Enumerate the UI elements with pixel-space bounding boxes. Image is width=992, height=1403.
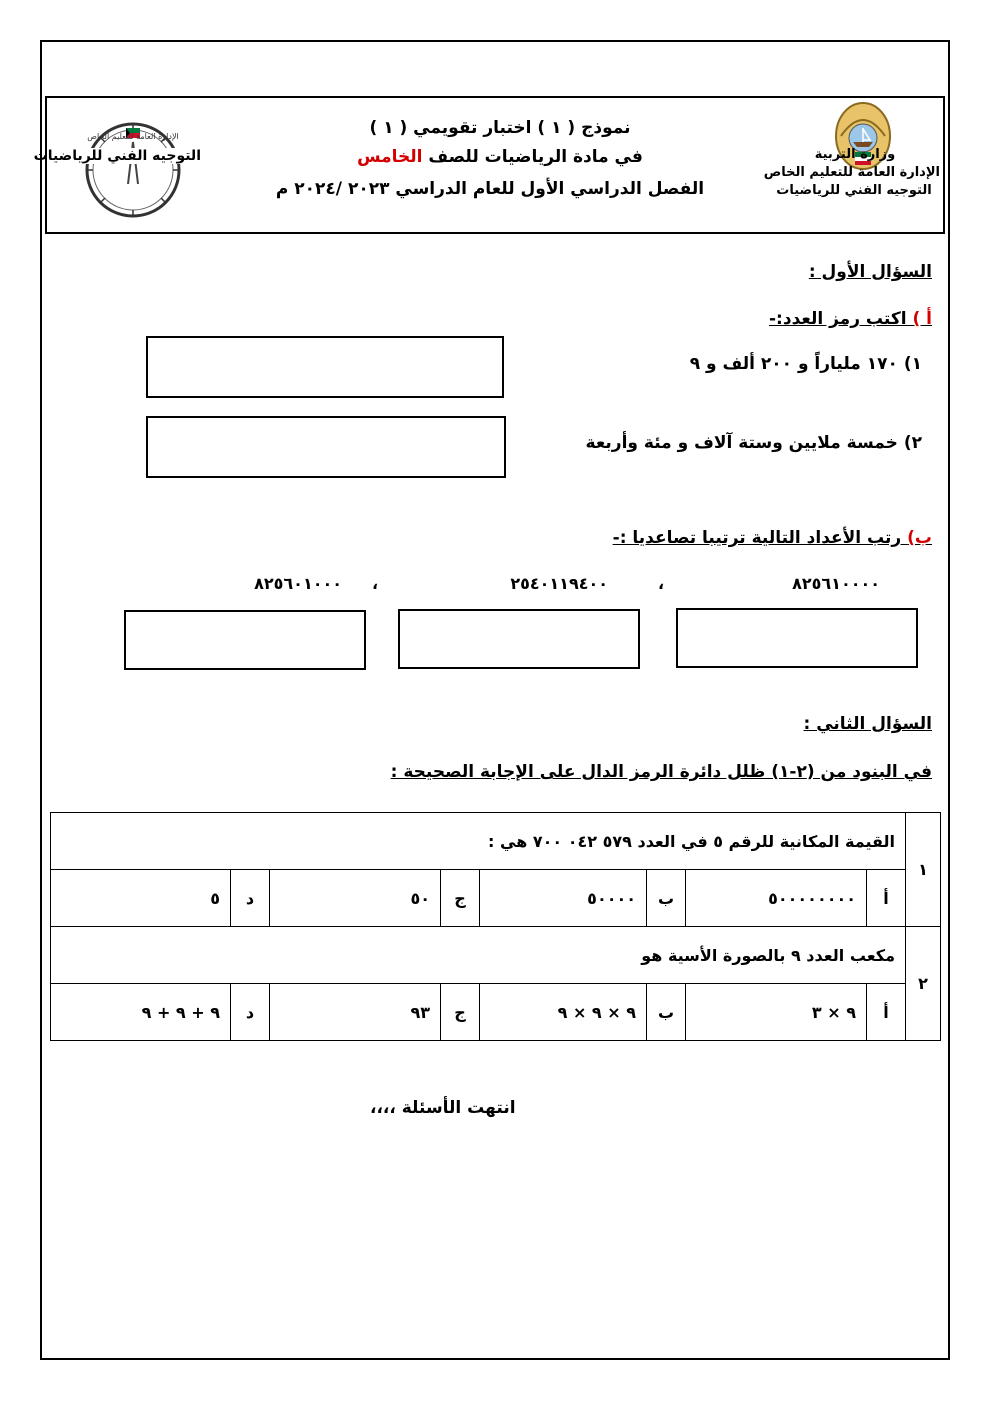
answer-box-2[interactable] bbox=[146, 416, 506, 478]
q1-heading: السؤال الأول : bbox=[808, 262, 932, 282]
table-row bbox=[51, 870, 941, 927]
ministry-line3: التوجيه الفني للرياضيات bbox=[776, 183, 932, 198]
option-text[interactable]: ٥٠٠٠٠ bbox=[480, 870, 647, 927]
option-letter[interactable]: ج bbox=[441, 984, 480, 1041]
logo-caption: التوجيه الفني للرياضيات bbox=[33, 148, 201, 164]
option-text[interactable]: ٩ × ٣ bbox=[686, 984, 867, 1041]
grade-name: الخامس bbox=[357, 147, 423, 167]
table-row bbox=[51, 984, 941, 1041]
answer-box-1[interactable] bbox=[146, 336, 504, 398]
q1-item1: ١) ١٧٠ ملياراً و ٢٠٠ ألف و ٩ bbox=[689, 354, 922, 374]
compass-logo-icon bbox=[68, 112, 198, 222]
option-letter[interactable]: د bbox=[231, 984, 270, 1041]
order-box-2[interactable] bbox=[398, 609, 640, 669]
ministry-line2: الإدارة العامة للتعليم الخاص bbox=[763, 165, 940, 180]
option-text[interactable]: ٥٠٠٠٠٠٠٠٠ bbox=[686, 870, 867, 927]
option-letter[interactable]: د bbox=[231, 870, 270, 927]
option-letter[interactable]: ب bbox=[647, 870, 686, 927]
logo-arc-text: الإدارة العامة للتعليم الخاص bbox=[87, 132, 179, 141]
math-supervision-logo bbox=[68, 112, 198, 222]
option-text[interactable]: ٩ + ٩ + ٩ bbox=[51, 984, 231, 1041]
exam-title: نموذج ( ١ ) اختبار تقويمي ( ١ ) bbox=[369, 118, 631, 138]
option-letter[interactable]: أ bbox=[867, 870, 906, 927]
item-number: ٢ bbox=[906, 927, 941, 1041]
item-number: ١ bbox=[906, 813, 941, 927]
q1-item2: ٢) خمسة ملايين وستة آلاف و مئة وأربعة bbox=[585, 433, 922, 453]
end-of-questions: انتهت الأسئلة ،،،، bbox=[370, 1098, 516, 1118]
option-letter[interactable]: ج bbox=[441, 870, 480, 927]
page-border bbox=[33, 40, 950, 1360]
option-text[interactable]: ٩٣ bbox=[270, 984, 441, 1041]
exam-term: الفصل الدراسي الأول للعام الدراسي ٢٠٢٣ /٢٠٢٤ م bbox=[275, 179, 705, 199]
number-3: ٨٢٥٦٠١٠٠٠ bbox=[254, 574, 342, 593]
q1-part-a: أ ) اكتب رمز العدد:- bbox=[768, 309, 932, 329]
q1-part-b: ب) رتب الأعداد التالية ترتيبا تصاعديا :- bbox=[612, 528, 932, 548]
table-row bbox=[51, 813, 941, 870]
option-text[interactable]: ٥ bbox=[51, 870, 231, 927]
separator-1: ، bbox=[658, 574, 665, 593]
number-1: ٨٢٥٦١٠٠٠٠ bbox=[792, 574, 880, 593]
order-box-1[interactable] bbox=[676, 608, 918, 668]
option-text[interactable]: ٩ × ٩ × ٩ bbox=[480, 984, 647, 1041]
q2-instruction: في البنود من (٢-١) ظلل دائرة الرمز الدال على الإجابة الصحيحة : bbox=[390, 762, 932, 782]
exam-subject: في مادة الرياضيات للصف الخامس bbox=[357, 147, 643, 167]
item-stem: القيمة المكانية للرقم ٥ في العدد ٥٧٩ ٠٤٢ ٧٠٠ هي : bbox=[51, 813, 906, 870]
option-text[interactable]: ٥٠ bbox=[270, 870, 441, 927]
order-box-3[interactable] bbox=[124, 610, 366, 670]
number-2: ٢٥٤٠١١٩٤٠٠ bbox=[510, 574, 608, 593]
option-letter[interactable]: ب bbox=[647, 984, 686, 1041]
mcq-table bbox=[50, 812, 941, 1041]
ministry-line1: وزارة التربية bbox=[814, 147, 896, 162]
q2-heading: السؤال الثاني : bbox=[803, 714, 932, 734]
separator-2: ، bbox=[372, 574, 379, 593]
option-letter[interactable]: أ bbox=[867, 984, 906, 1041]
table-row bbox=[51, 927, 941, 984]
item-stem: مكعب العدد ٩ بالصورة الأسية هو bbox=[51, 927, 906, 984]
